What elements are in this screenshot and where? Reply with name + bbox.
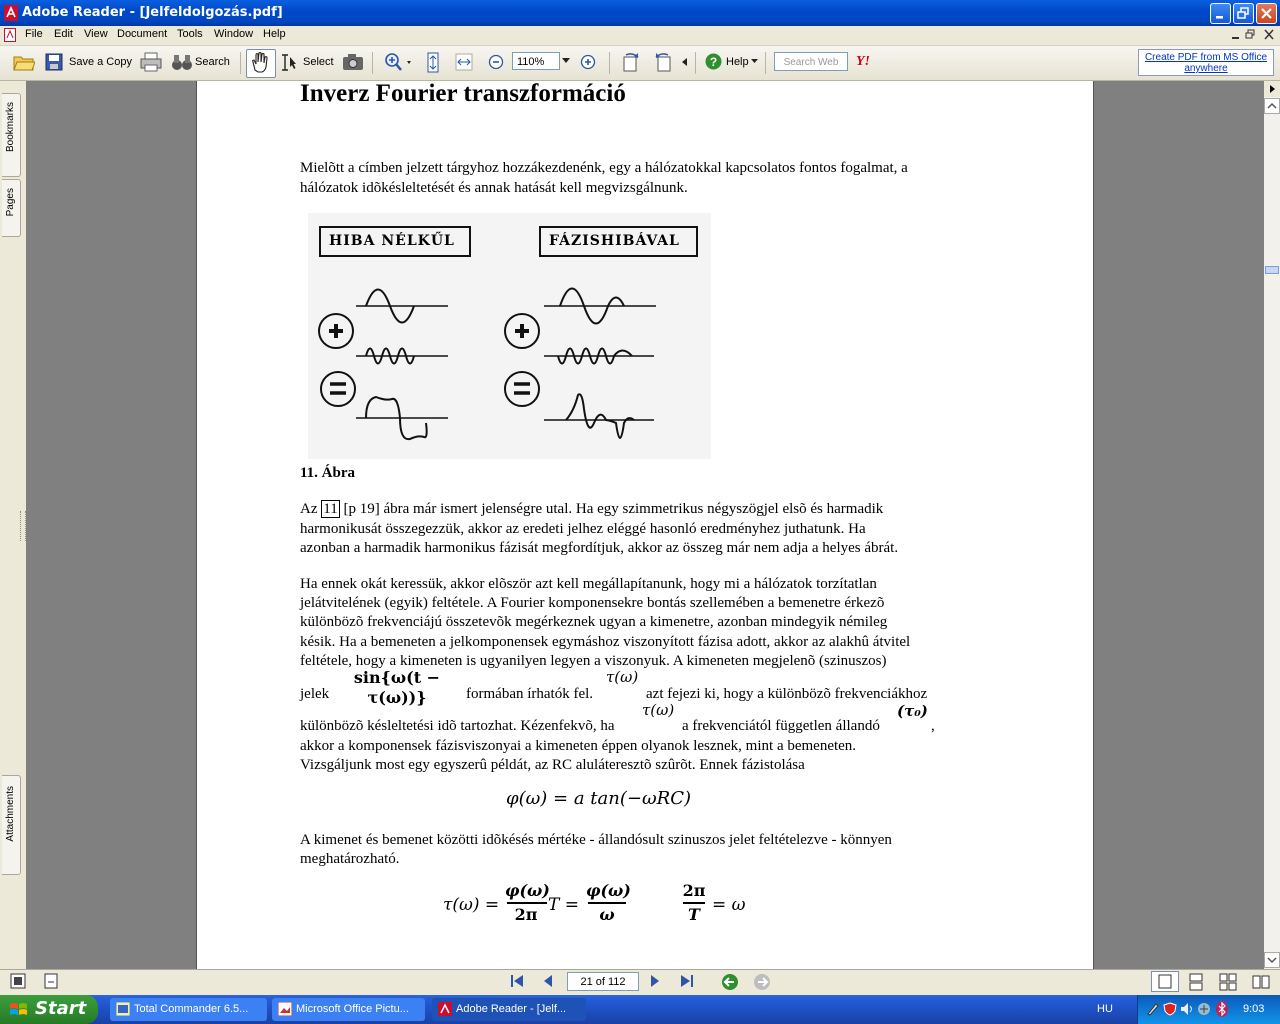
last-page-icon[interactable] — [678, 973, 696, 989]
paragraph-line: Ha ennek okát keressük, akkor elõször azt kell megállapítanunk, hogy mi a hálózatok torzítatlan — [300, 576, 877, 592]
navigation-tabs-panel — [0, 81, 26, 969]
menu-document[interactable]: Document — [117, 28, 168, 40]
system-tray — [1137, 995, 1280, 1024]
binoculars-icon[interactable] — [171, 53, 193, 71]
menu-help[interactable]: Help — [263, 28, 286, 40]
tab-bookmarks[interactable] — [2, 93, 21, 177]
previous-page-icon[interactable] — [541, 973, 555, 989]
taskbar-item-label: Microsoft Office Pictu... — [296, 1003, 409, 1015]
network-icon[interactable] — [1197, 1002, 1211, 1016]
page-number-field[interactable]: 21 of 112 — [567, 972, 639, 991]
inline-formula-tau: τ(ω) — [642, 701, 675, 719]
toolbar-separator — [609, 52, 610, 74]
toolbar-separator — [372, 52, 373, 74]
select-label[interactable]: Select — [303, 56, 334, 68]
fraction-denominator: T — [688, 905, 700, 924]
tab-attachments[interactable] — [2, 775, 21, 875]
vertical-scrollbar[interactable] — [1264, 81, 1280, 969]
restore-button[interactable] — [1233, 3, 1254, 24]
toolbar-overflow-icon[interactable] — [682, 58, 687, 66]
clock[interactable]: 9:03 — [1243, 1003, 1265, 1015]
adobe-reader-icon — [438, 1002, 452, 1016]
paragraph-line: harmonikusát összegezzük, akkor az eredeti jelhez eléggé hasonló eredményhez juthatunk. Ha — [300, 521, 866, 537]
fraction-numerator: φ(ω) — [586, 881, 631, 900]
next-view-icon[interactable] — [753, 973, 771, 991]
menu-bar — [0, 26, 1280, 46]
language-indicator[interactable]: HU — [1097, 1003, 1113, 1015]
help-dropdown-arrow-icon[interactable] — [751, 59, 758, 64]
text-fragment: [p 19] ábra már ismert jelenségre utal. Ha egy szimmetrikus négyszögjel elsõ és harmadik — [339, 501, 884, 517]
save-copy-label[interactable]: Save a Copy — [69, 56, 132, 68]
figure-caption: 11. Ábra — [300, 465, 356, 481]
close-button[interactable] — [1256, 3, 1277, 24]
previous-view-icon[interactable] — [721, 973, 739, 991]
fraction-denominator: 2π — [514, 905, 538, 924]
status-bar — [0, 969, 1280, 996]
pen-icon[interactable] — [1146, 1002, 1160, 1016]
paragraph-line: akkor a komponensek fázisviszonyai a kimeneten éppen olyanok lesznek, mint a bemeneten. — [300, 738, 857, 754]
start-label: Start — [35, 998, 87, 1019]
menu-tools[interactable]: Tools — [177, 28, 203, 40]
fraction-bar — [588, 902, 626, 904]
actual-size-icon[interactable] — [425, 52, 441, 74]
text-fragment: különbözõ késleltetési idõ tartozhat. Kézenfekvõ, ha — [300, 718, 615, 734]
help-label[interactable]: Help — [726, 56, 749, 68]
figure-label-right: FÁZISHIBÁVAL — [549, 233, 680, 249]
hand-tool-button[interactable] — [246, 49, 276, 78]
figure-link[interactable]: 11 — [323, 501, 338, 517]
text-fragment: formában írhatók fel. — [466, 686, 594, 702]
tab-attachments-label: Attachments — [5, 786, 16, 842]
paragraph-line: különbözõ frekvenciájú összetevõk megérkeznek ugyan a kimenetre, azonban mindegyik némileg — [300, 614, 888, 630]
hand-icon — [247, 50, 273, 75]
equation-lhs: τ(ω) = — [443, 895, 500, 915]
paragraph-line: Mielõtt a címben jelzett tárgyhoz hozzákezdenénk, egy a hálózatokkal kapcsolatos fontos fogalmat, a — [300, 160, 908, 176]
fraction-denominator: ω — [599, 905, 615, 924]
security-shield-icon[interactable] — [1163, 1002, 1177, 1016]
windows-logo-icon — [9, 1001, 29, 1019]
equation-phase: φ(ω) = a tan(−ωRC) — [506, 788, 691, 809]
taskbar-item-label: Adobe Reader - [Jelf... — [456, 1003, 567, 1015]
menu-view[interactable]: View — [84, 28, 108, 40]
svg-text:?: ? — [709, 55, 718, 69]
taskbar-item-office-picture-manager[interactable] — [272, 998, 425, 1021]
continuous-facing-layout-icon[interactable] — [1252, 973, 1270, 991]
equation-rhs: = ω — [712, 895, 746, 915]
paragraph-line: hálózatok idõkésleltetését és annak hatását kell megvizsgálnunk. — [300, 180, 688, 196]
waveform-figure — [308, 213, 711, 459]
inline-formula-tau: τ(ω) — [606, 668, 639, 686]
search-web-input[interactable]: Search Web — [774, 52, 848, 71]
fraction-numerator: φ(ω) — [505, 881, 550, 900]
paragraph-line: késik. Ha a bemeneten a jelkomponensek egymáshoz viszonyított fázisa adott, akkor az alakhû átvitel — [300, 634, 911, 650]
yahoo-icon[interactable]: Y! — [856, 54, 870, 69]
panel-expand-arrow[interactable] — [1264, 81, 1280, 97]
text-fragment: Az — [300, 501, 318, 517]
scroll-down-arrow[interactable] — [1264, 952, 1280, 968]
figure-11 — [308, 213, 711, 459]
print-icon[interactable] — [140, 52, 162, 72]
zoom-level-input[interactable]: 110% — [512, 52, 560, 70]
help-icon[interactable] — [705, 53, 722, 70]
snapshot-icon[interactable] — [342, 53, 364, 71]
equation-middle: T = — [548, 895, 579, 915]
facing-layout-icon[interactable] — [1219, 973, 1237, 991]
paragraph-line: jelátvitelének (egyik) feltétele. A Fourier komponensekre bontás szellemében a bemenetre érkezõ — [300, 595, 885, 611]
create-pdf-link[interactable] — [1138, 49, 1274, 76]
mdi-controls[interactable] — [1230, 29, 1276, 41]
text-fragment: , — [931, 718, 935, 734]
minimize-button[interactable] — [1210, 3, 1231, 24]
toolbar-separator — [765, 52, 766, 74]
create-pdf-line1: Create PDF from MS Office — [1144, 52, 1268, 63]
volume-icon[interactable] — [1180, 1002, 1194, 1016]
scroll-up-arrow[interactable] — [1264, 98, 1280, 114]
start-button[interactable] — [0, 995, 98, 1024]
figure-label-left: HIBA NÉLKŰL — [329, 233, 455, 249]
picture-manager-icon — [278, 1002, 292, 1016]
fit-width-icon[interactable] — [455, 52, 473, 72]
paragraph-line: feltétele, hogy a kimeneten is ugyanilyen legyen a viszonyuk. A kimeneten megjelenõ (szinuszos) — [300, 653, 887, 669]
toolbar-separator — [240, 52, 241, 74]
taskbar-item-total-commander[interactable] — [110, 998, 267, 1021]
zoom-out-icon[interactable] — [488, 54, 504, 70]
paragraph-line: Vizsgáljunk most egy egyszerû példát, az RC aluláteresztõ szûrõt. Ennek fázistolása — [300, 757, 805, 773]
taskbar-item-adobe-reader[interactable] — [432, 998, 586, 1021]
document-icon — [4, 28, 17, 42]
tab-pages[interactable] — [2, 179, 21, 237]
fraction-bar — [683, 902, 705, 904]
first-page-icon[interactable] — [508, 973, 526, 989]
open-folder-icon[interactable] — [13, 52, 35, 72]
zoom-in-icon[interactable] — [580, 54, 596, 70]
menu-file[interactable]: File — [25, 28, 43, 40]
page-heading: Inverz Fourier transzformáció — [300, 80, 626, 107]
inline-formula-sin: sin{ω(t − τ(ω))} — [353, 668, 441, 707]
bluetooth-icon[interactable] — [1216, 1001, 1228, 1017]
taskbar-item-label: Total Commander 6.5... — [134, 1003, 249, 1015]
adobe-reader-icon — [4, 5, 18, 21]
paragraph-line: A kimenet és bemenet közötti idõkésés mértéke - állandósult szinuszos jelet feltételezve - könnyen — [300, 832, 892, 848]
title-bar — [0, 0, 1280, 26]
single-page-layout-button[interactable] — [1151, 971, 1179, 992]
save-copy-icon[interactable] — [45, 53, 63, 71]
rotate-clockwise-icon[interactable] — [620, 52, 642, 72]
paragraph-line — [300, 500, 883, 520]
window-title: Adobe Reader - [Jelfeldolgozás.pdf] — [22, 5, 283, 20]
zoom-dropdown-arrow-icon[interactable] — [562, 58, 570, 64]
page-view-icon[interactable] — [10, 973, 26, 989]
next-page-icon[interactable] — [648, 973, 662, 989]
rotate-counterclockwise-icon[interactable] — [652, 52, 674, 72]
create-pdf-line2: anywhere — [1184, 63, 1228, 74]
tab-bookmarks-label: Bookmarks — [5, 102, 16, 153]
fraction-numerator: 2π — [682, 881, 706, 900]
tab-pages-label: Pages — [5, 188, 16, 217]
continuous-layout-icon[interactable] — [1187, 973, 1205, 991]
menu-window[interactable]: Window — [214, 28, 254, 40]
paragraph-line: azonban a harmadik harmonikus fázisát megfordítjuk, akkor az összeg már nem adja a helyes ábrát. — [300, 540, 899, 556]
text-fragment: a frekvenciától független állandó — [682, 718, 880, 734]
select-text-icon[interactable] — [281, 53, 299, 73]
page-options-icon[interactable] — [43, 973, 59, 989]
text-fragment: azt fejezi ki, hogy a különbözõ frekvenciákhoz — [646, 686, 928, 702]
scroll-thumb[interactable] — [1265, 266, 1279, 274]
inline-formula-tau0: (τ₀) — [897, 702, 928, 720]
total-commander-icon — [116, 1002, 130, 1016]
fraction-bar — [507, 902, 547, 904]
search-label[interactable]: Search — [195, 56, 230, 68]
paragraph-line: meghatározható. — [300, 851, 400, 867]
zoom-in-tool-icon[interactable] — [383, 52, 413, 72]
toolbar-separator — [695, 52, 696, 74]
text-fragment: jelek — [300, 686, 330, 702]
menu-edit[interactable]: Edit — [54, 28, 73, 40]
